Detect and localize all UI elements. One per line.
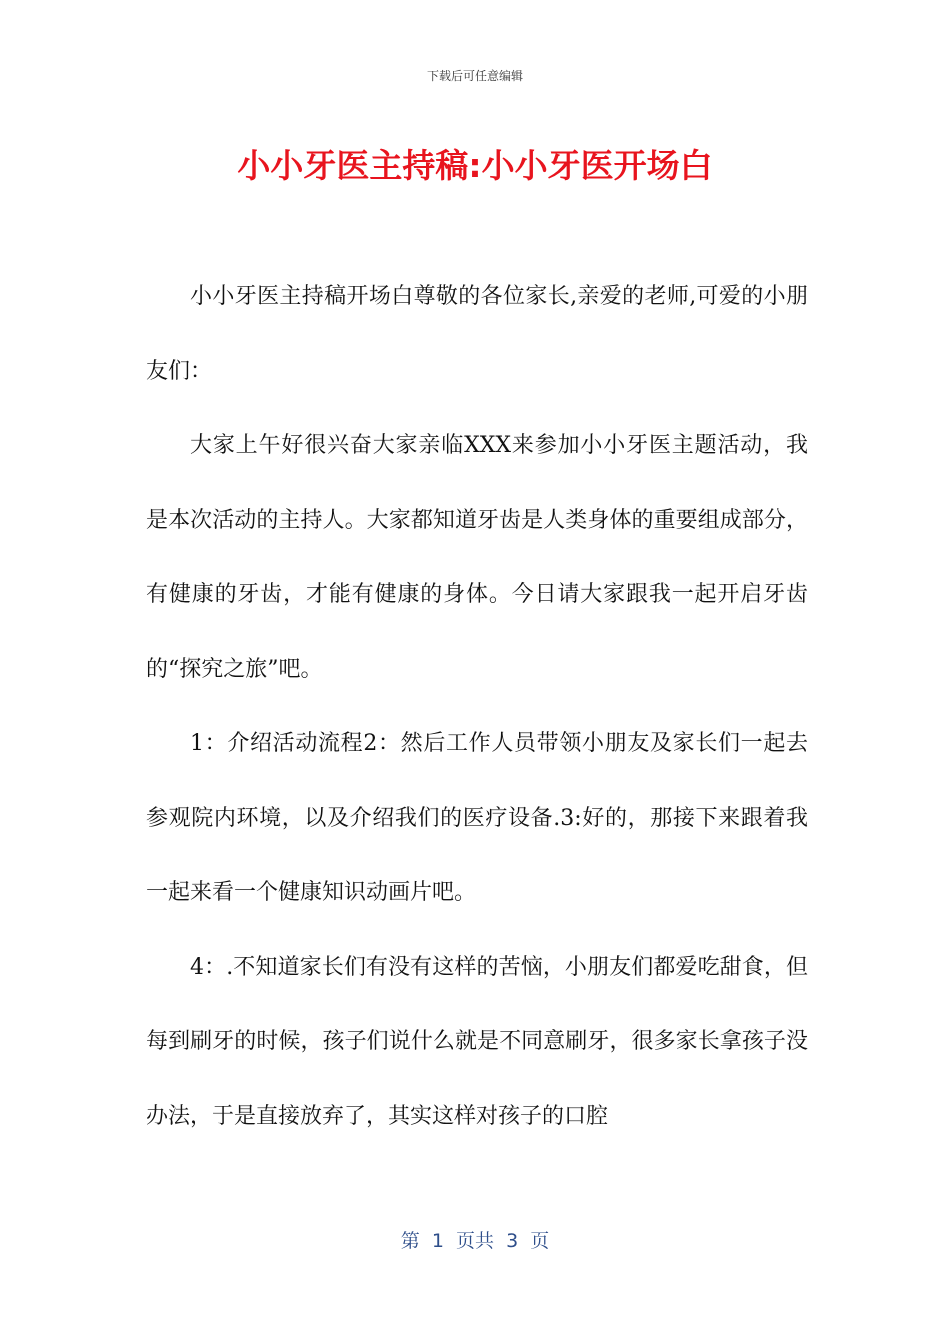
page-header: 下载后可任意编辑 bbox=[426, 69, 523, 83]
paragraph-3: 1：介绍活动流程2：然后工作人员带领小朋友及家长们一起去参观院内环境，以及介绍我们的医疗设备.3:好的，那接下来跟着我一起来看一个健康知识动画片吧。 bbox=[146, 731, 808, 905]
document-title: 小小牙医主持稿:小小牙医开场白 bbox=[237, 146, 713, 185]
paragraph-1: 小小牙医主持稿开场白尊敬的各位家长,亲爱的老师,可爱的小朋友们： bbox=[146, 284, 808, 384]
page-footer: 第 1 页共 3 页 bbox=[400, 1230, 550, 1252]
paragraph-2: 大家上午好很兴奋大家亲临XXX来参加小小牙医主题活动，我是本次活动的主持人。大家都知道牙齿是人类身体的重要组成部分，有健康的牙齿，才能有健康的身体。今日请大家跟我一起开启牙齿的“探究之旅”吧。 bbox=[146, 433, 808, 682]
paragraph-4: 4：.不知道家长们有没有这样的苦恼，小朋友们都爱吃甜食，但每到刷牙的时候，孩子们说什么就是不同意刷牙，很多家长拿孩子没办法，于是直接放弃了，其实这样对孩子的口腔 bbox=[146, 954, 808, 1129]
document-body bbox=[146, 260, 808, 1154]
